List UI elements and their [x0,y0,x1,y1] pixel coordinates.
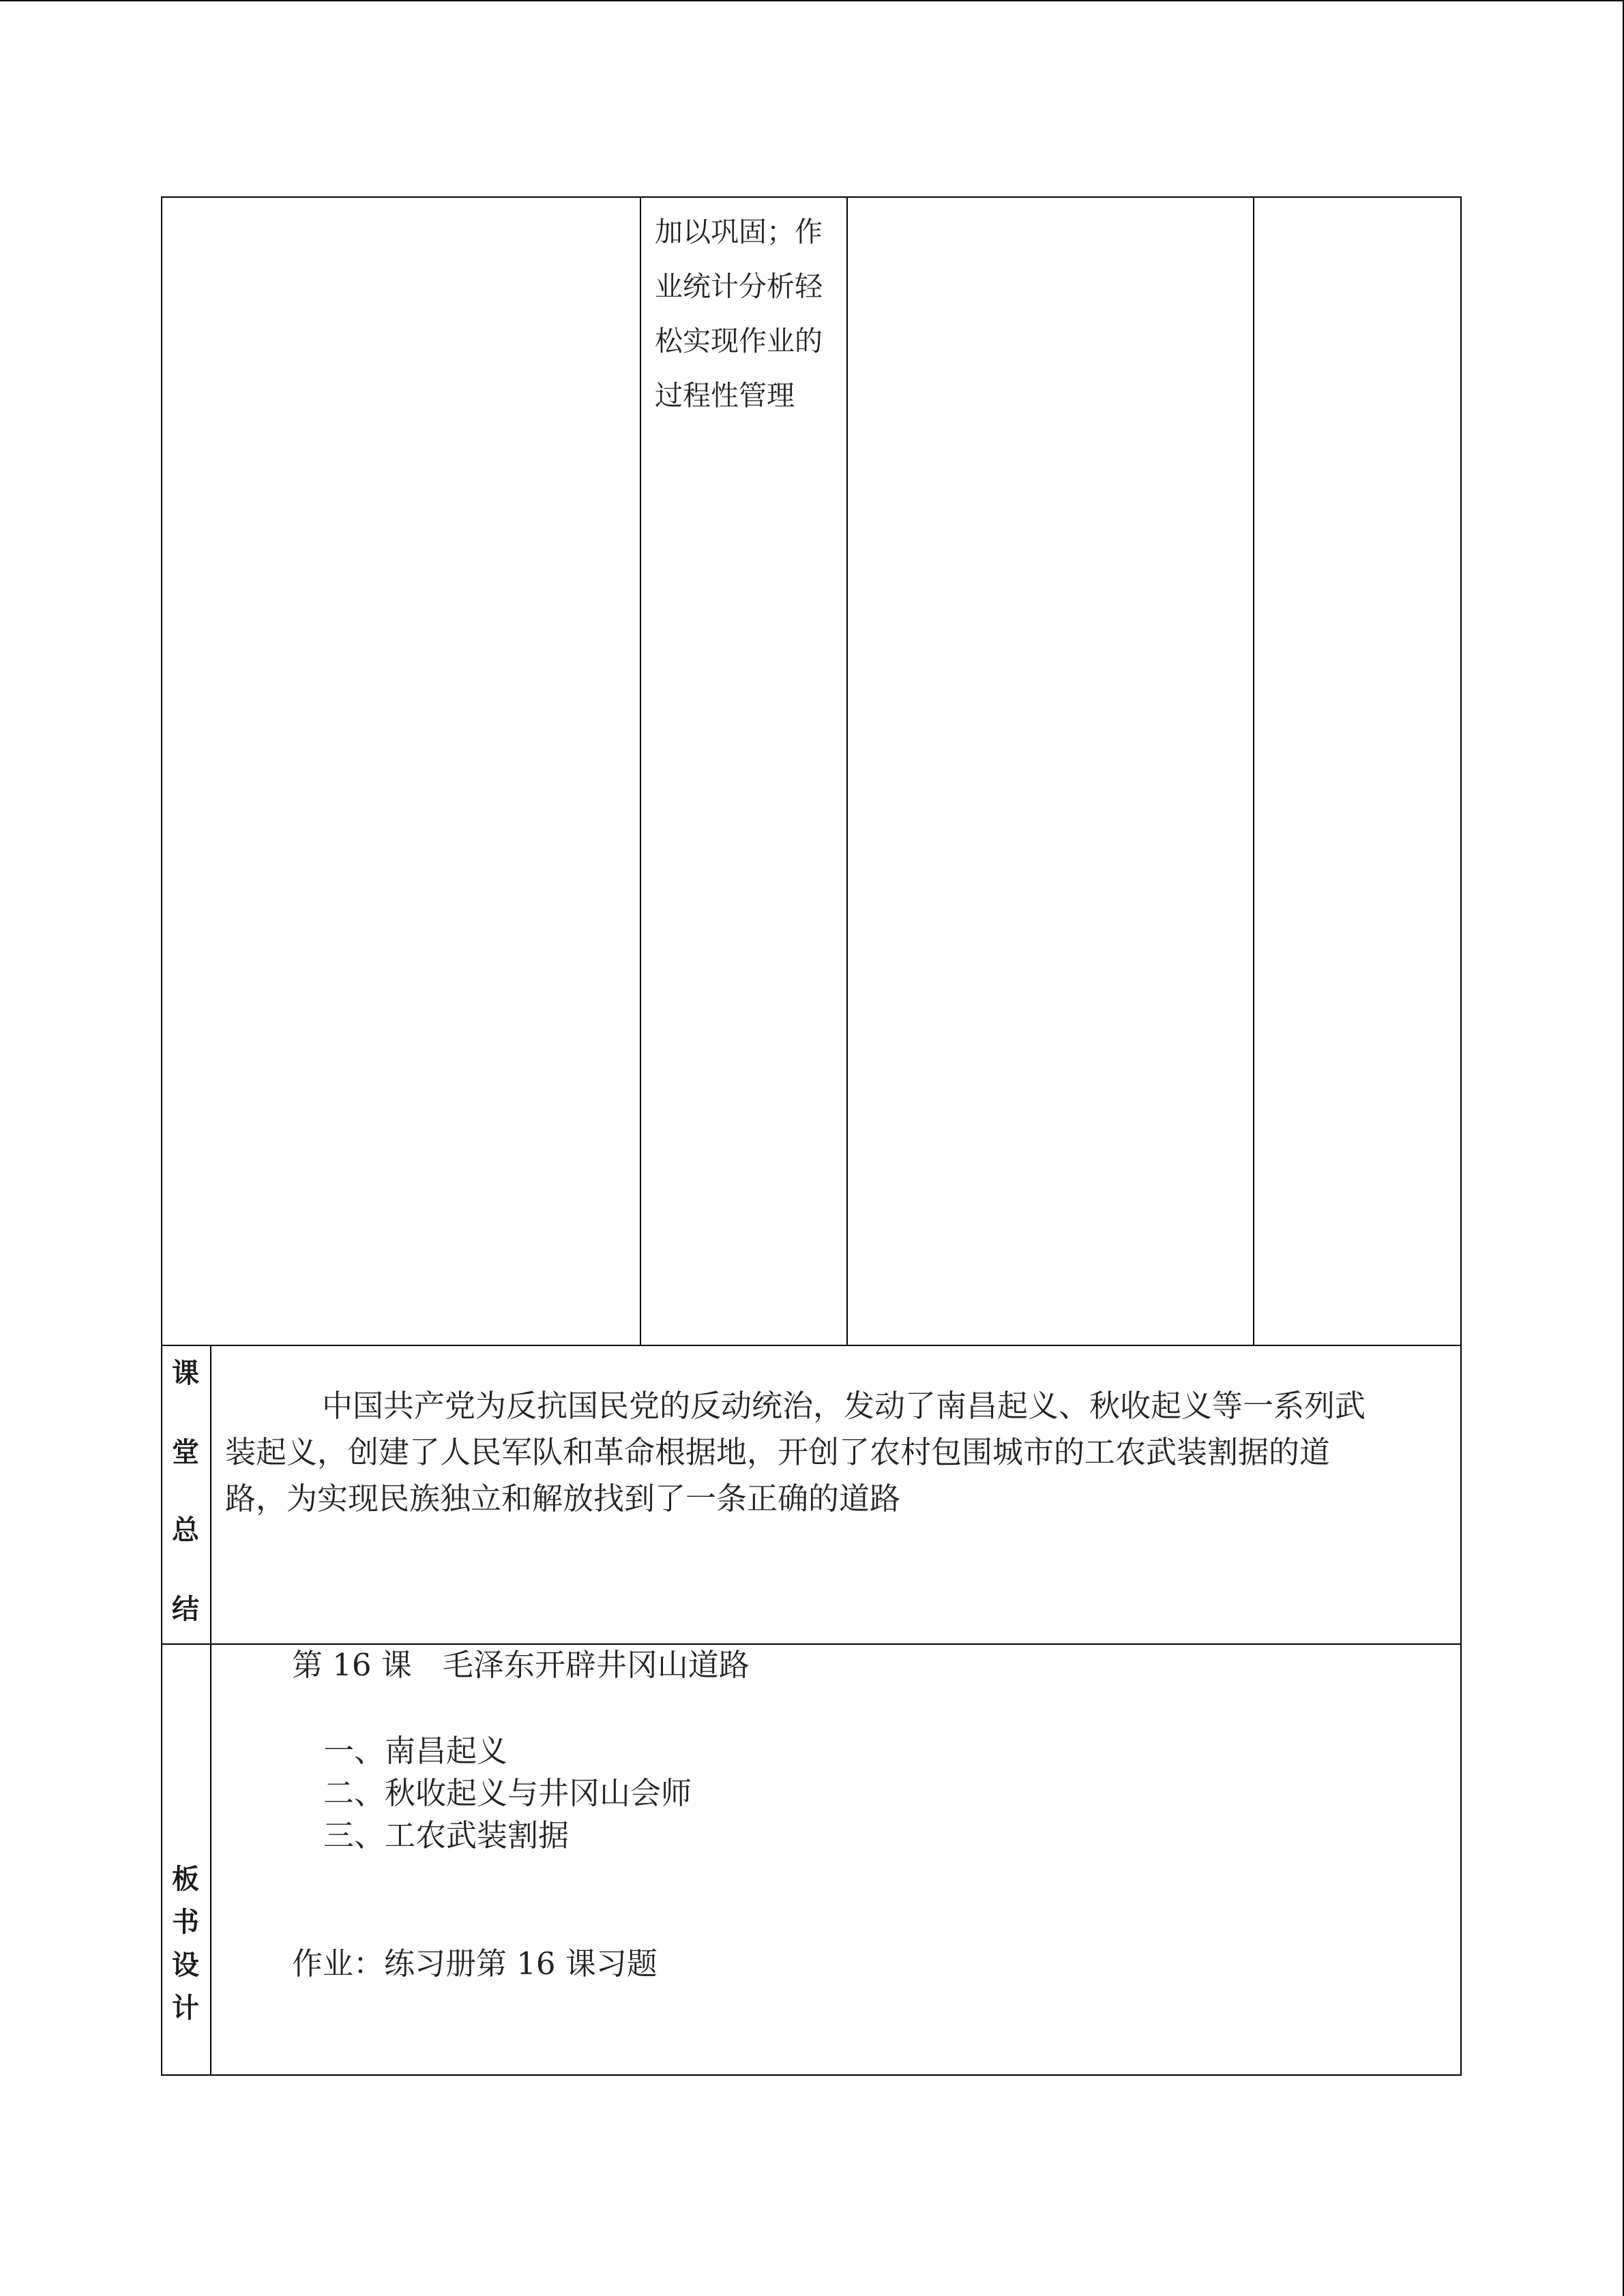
summary-label [162,1346,209,1643]
summary-label-char: 结 [172,1594,199,1625]
summary-line: 路，为实现民族独立和解放找到了一条正确的道路 [225,1480,901,1517]
homework-assignment: 作业：练习册第 16 课习题 [292,1945,658,1982]
summary-label-char: 堂 [172,1437,199,1468]
summary-label-char: 总 [172,1515,199,1546]
board-title: 第 16 课 毛泽东开辟井冈山道路 [292,1647,750,1683]
homework-management-cell [655,205,853,423]
board-label-char: 书 [172,1907,199,1938]
board-label-char: 设 [172,1950,199,1981]
board-design-label [162,1645,209,2074]
cell-line: 加以巩固；作 [655,215,823,248]
cell-line: 业统计分析轻 [655,270,823,303]
summary-line: 中国共产党为反抗国民党的反动统治，发动了南昌起义、秋收起义等一系列武 [322,1388,1366,1424]
cell-line: 过程性管理 [655,379,795,412]
label-column-divider [210,1345,211,2074]
board-label-char: 计 [172,1993,199,2024]
class-summary-text [225,1383,1446,1522]
lesson-plan-table [161,196,1462,2076]
column-divider-3 [1253,198,1254,1345]
board-label-char: 板 [172,1864,199,1895]
cell-line: 松实现作业的 [655,325,823,357]
board-item: 一、南昌起义 [323,1733,508,1769]
summary-label-char: 课 [172,1358,199,1389]
board-item: 二、秋收起义与井冈山会师 [323,1775,692,1811]
row-divider-summary [162,1345,1460,1346]
column-divider-1 [640,198,641,1345]
board-item: 三、工农武装割据 [323,1817,570,1853]
page-top-border [0,0,1624,1]
summary-line: 装起义，创建了人民军队和革命根据地，开创了农村包围城市的工农武装割据的道 [225,1434,1331,1470]
